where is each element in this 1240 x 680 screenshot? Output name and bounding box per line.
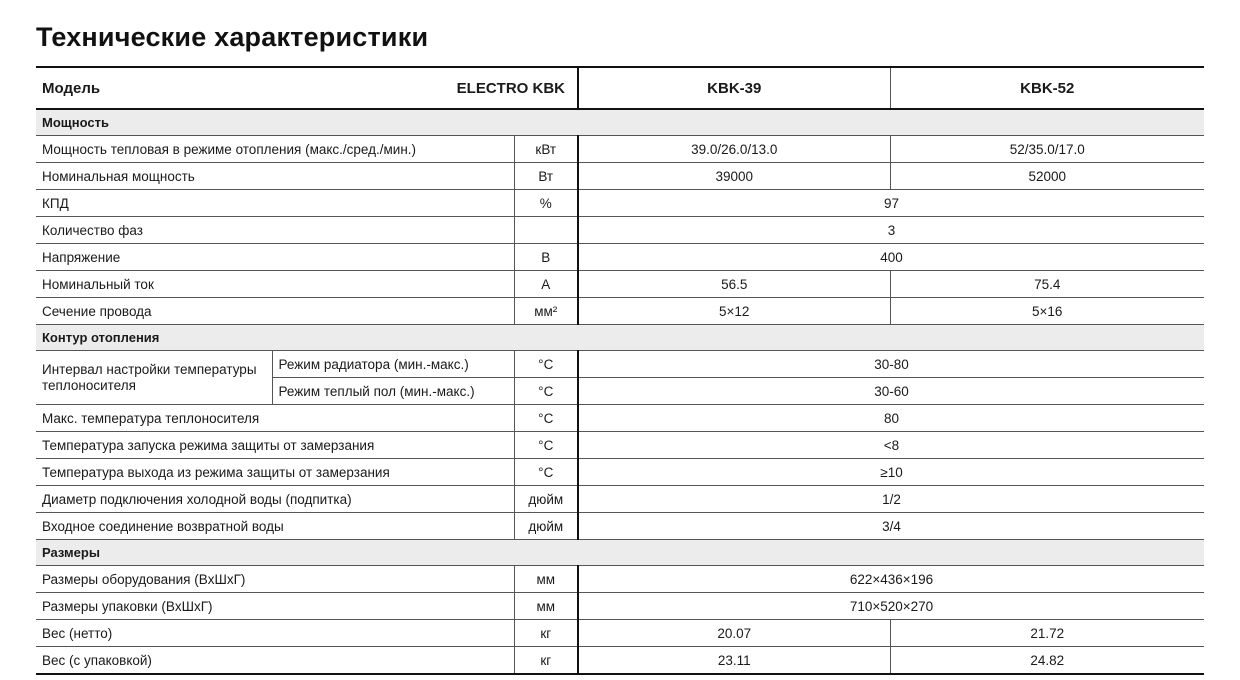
model-label: Модель (36, 67, 272, 109)
value-shared: 30-80 (578, 351, 1204, 378)
table-row (36, 405, 1204, 432)
row-label: Размеры оборудования (ВxШxГ) (36, 566, 514, 593)
page-title: Технические характеристики (36, 22, 429, 52)
value-kbk52: 21.72 (890, 620, 1204, 647)
row-label: Напряжение (36, 244, 514, 271)
row-sublabel: Режим теплый пол (мин.-макс.) (272, 378, 514, 405)
table-row (36, 244, 1204, 271)
model-kbk39-header: KBK-39 (578, 67, 890, 109)
section-title: Размеры (36, 540, 1204, 566)
row-unit: °C (514, 405, 578, 432)
value-kbk39: 20.07 (578, 620, 890, 647)
row-unit: °C (514, 459, 578, 486)
value-shared: 97 (578, 190, 1204, 217)
table-row (36, 486, 1204, 513)
row-label: Температура выхода из режима защиты от замерзания (36, 459, 514, 486)
row-label: Вес (с упаковкой) (36, 647, 514, 675)
model-kbk52-header: KBK-52 (890, 67, 1204, 109)
spec-table (36, 66, 1204, 675)
value-shared: 3/4 (578, 513, 1204, 540)
table-row (36, 351, 1204, 378)
section-title: Контур отопления (36, 325, 1204, 351)
row-label: Вес (нетто) (36, 620, 514, 647)
row-label: Макс. температура теплоносителя (36, 405, 514, 432)
row-unit: дюйм (514, 513, 578, 540)
row-unit: % (514, 190, 578, 217)
value-kbk52: 75.4 (890, 271, 1204, 298)
row-label: КПД (36, 190, 514, 217)
row-unit: дюйм (514, 486, 578, 513)
row-unit: кг (514, 647, 578, 675)
row-unit: Вт (514, 163, 578, 190)
row-label: Размеры упаковки (ВxШxГ) (36, 593, 514, 620)
row-unit: кг (514, 620, 578, 647)
row-unit: А (514, 271, 578, 298)
value-kbk52: 24.82 (890, 647, 1204, 675)
row-label: Сечение провода (36, 298, 514, 325)
row-label: Количество фаз (36, 217, 514, 244)
row-unit: °C (514, 351, 578, 378)
header-row (36, 67, 1204, 109)
row-unit: мм (514, 593, 578, 620)
section-title: Мощность (36, 109, 1204, 136)
value-kbk39: 5×12 (578, 298, 890, 325)
row-unit: мм² (514, 298, 578, 325)
value-shared: 80 (578, 405, 1204, 432)
table-row (36, 647, 1204, 675)
row-unit (514, 217, 578, 244)
value-shared: ≥10 (578, 459, 1204, 486)
interval-label: Интервал настройки температуры теплоносителя (36, 351, 272, 405)
value-kbk52: 52000 (890, 163, 1204, 190)
value-shared: 3 (578, 217, 1204, 244)
row-label: Мощность тепловая в режиме отопления (макс./сред./мин.) (36, 136, 514, 163)
value-kbk52: 52/35.0/17.0 (890, 136, 1204, 163)
row-unit: °C (514, 378, 578, 405)
value-shared: 622×436×196 (578, 566, 1204, 593)
row-label: Температура запуска режима защиты от замерзания (36, 432, 514, 459)
value-shared: <8 (578, 432, 1204, 459)
row-sublabel: Режим радиатора (мин.-макс.) (272, 351, 514, 378)
section-header (36, 109, 1204, 136)
table-row (36, 432, 1204, 459)
table-row (36, 593, 1204, 620)
row-unit: кВт (514, 136, 578, 163)
table-row (36, 620, 1204, 647)
section-header (36, 325, 1204, 351)
value-kbk39: 39.0/26.0/13.0 (578, 136, 890, 163)
value-shared: 400 (578, 244, 1204, 271)
table-row (36, 217, 1204, 244)
row-label: Номинальная мощность (36, 163, 514, 190)
row-label: Номинальный ток (36, 271, 514, 298)
table-row (36, 298, 1204, 325)
value-kbk52: 5×16 (890, 298, 1204, 325)
table-row (36, 566, 1204, 593)
row-unit: мм (514, 566, 578, 593)
series-label: ELECTRO KBK (272, 67, 578, 109)
section-header (36, 540, 1204, 566)
value-kbk39: 23.11 (578, 647, 890, 675)
value-kbk39: 56.5 (578, 271, 890, 298)
table-row (36, 190, 1204, 217)
row-unit: В (514, 244, 578, 271)
row-unit: °C (514, 432, 578, 459)
table-row (36, 513, 1204, 540)
table-row (36, 271, 1204, 298)
table-row (36, 459, 1204, 486)
value-kbk39: 39000 (578, 163, 890, 190)
row-label: Входное соединение возвратной воды (36, 513, 514, 540)
row-label: Диаметр подключения холодной воды (подпитка) (36, 486, 514, 513)
value-shared: 30-60 (578, 378, 1204, 405)
table-row (36, 163, 1204, 190)
value-shared: 710×520×270 (578, 593, 1204, 620)
table-row (36, 136, 1204, 163)
value-shared: 1/2 (578, 486, 1204, 513)
